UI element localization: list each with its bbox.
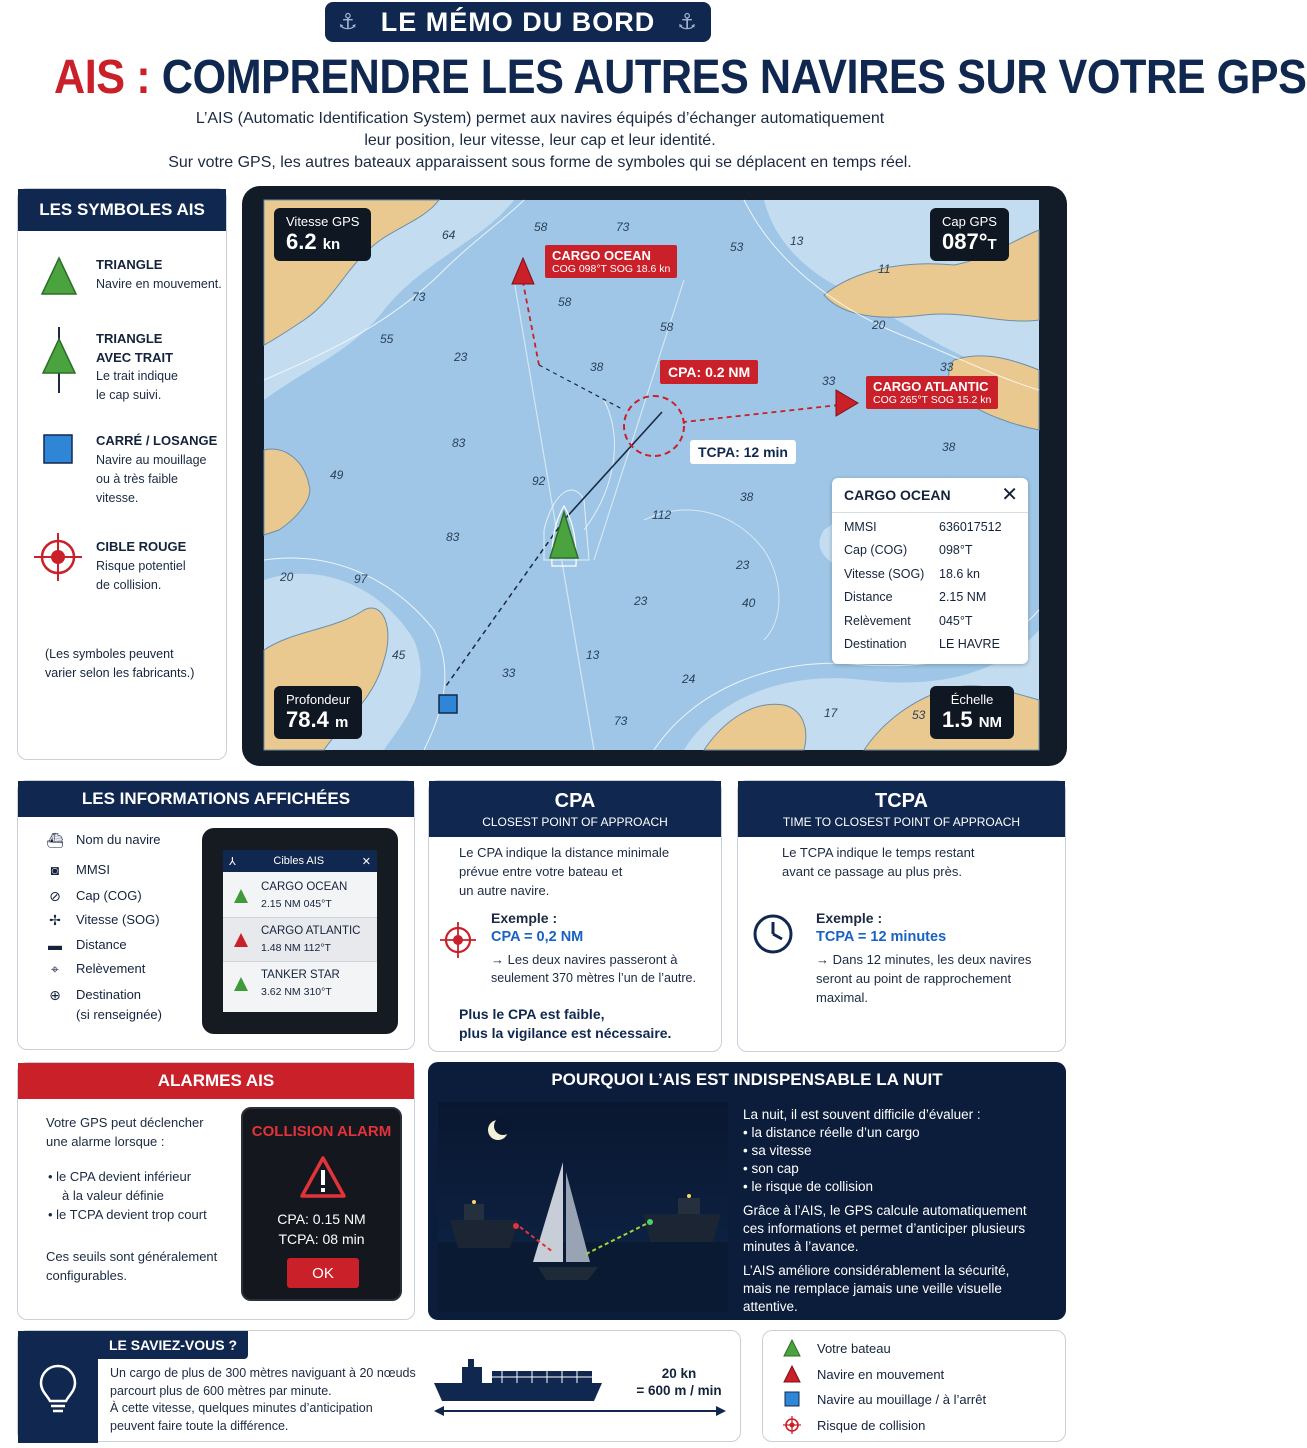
target-stats: COG 098°T SOG 18.6 kn (552, 263, 671, 275)
page-title (54, 50, 1307, 105)
heading-gauge (930, 208, 1009, 261)
infos-title: LES INFORMATIONS AFFICHÉES (18, 781, 414, 817)
id-icon: ◙ (50, 862, 60, 878)
lightbulb-icon (38, 1363, 78, 1415)
gauge-value: 6.2 (286, 229, 317, 254)
gauge-label: Profondeur (286, 692, 351, 707)
cpa-label: CPA: 0.2 NM (660, 360, 758, 384)
symbol-desc: Navire au mouillage (96, 453, 207, 467)
cpa-example: Exemple : CPA = 0,2 NM → Les deux navires passeront à seulement 370 mètres l’un de l’autre. (491, 910, 696, 985)
sat-icon: ⅄ (229, 855, 236, 868)
gauge-unit: T (987, 236, 997, 253)
cpa-footnote: Plus le CPA est faible, plus la vigilance est nécessaire. (459, 1006, 672, 1041)
ruler-icon: ▬ (48, 937, 62, 953)
intro-line: leur position, leur vitesse, leur cap et leur identité. (364, 132, 716, 149)
symbol-desc: le cap suivi. (96, 388, 162, 402)
vessel-info-card (832, 478, 1028, 664)
tcpa-header (738, 781, 1065, 837)
depth-sounding: 73 (614, 714, 628, 728)
note-line: (Les symboles peuvent (45, 647, 174, 661)
did-you-know-panel (17, 1330, 741, 1442)
gauge-unit: NM (978, 714, 1003, 731)
symbol-title: CARRÉ / LOSANGE (96, 433, 218, 448)
depth-sounding: 92 (532, 474, 546, 488)
info-label: MMSI (76, 862, 110, 877)
symbols-note (45, 645, 194, 683)
depth-sounding: 23 (736, 558, 750, 572)
alarm-title: COLLISION ALARM (251, 1123, 392, 1140)
depth-sounding: 13 (586, 648, 600, 662)
depth-sounding: 55 (380, 332, 394, 346)
warning-icon (299, 1155, 347, 1199)
depth-sounding: 83 (446, 530, 460, 544)
target-name: CARGO OCEAN (552, 248, 651, 263)
device-row[interactable] (223, 874, 377, 918)
symbol-desc: ou à très faible (96, 472, 178, 486)
row-values: 1.48 NM 112°T (261, 942, 331, 954)
square-icon (42, 433, 76, 467)
target-icon (439, 921, 477, 959)
legend-item (783, 1416, 925, 1434)
cargo-ocean-marker[interactable] (510, 256, 536, 286)
info-label: Cap (COG) (76, 888, 142, 903)
target-name: CARGO ATLANTIC (873, 379, 989, 394)
cpa-panel (428, 780, 722, 1052)
tcpa-example: Exemple : TCPA = 12 minutes → Dans 12 minutes, les deux navires seront au point de rapprochement maximal. (816, 910, 1032, 1005)
row-values: 3.62 NM 310°T (261, 986, 332, 998)
row-name: CARGO OCEAN (261, 881, 348, 893)
row-name: TANKER STAR (261, 969, 340, 981)
note-line: varier selon les fabricants.) (45, 666, 195, 680)
cargo-atlantic-label[interactable] (866, 376, 998, 409)
depth-sounding: 49 (330, 468, 344, 482)
green-triangle-icon (233, 888, 249, 904)
device-row[interactable] (223, 962, 377, 1006)
collision-alarm-box (241, 1107, 402, 1301)
row-values: 2.15 NM 045°T (261, 898, 332, 910)
speed-icon: ✢ (49, 912, 61, 928)
tcpa-text: Le TCPA indique le temps restant avant ce passage au plus près. (782, 845, 975, 879)
night-text: La nuit, il est souvent difficile d’évaluer : • la distance réelle d’un cargo • sa vitesse • son cap • le risque de collision Grâce à l’AIS, le GPS calcule automatiquement ces informations et permet d’anticiper plusieurs minutes à l’avance. L’AIS améliore considérablement la sécurité, mais ne remplace jamais une veille visuelle attentive. (743, 1107, 1027, 1314)
close-icon[interactable]: ✕ (361, 855, 371, 868)
gauge-label: Cap GPS (942, 214, 997, 229)
info-label: Destination (76, 987, 142, 1002)
close-icon[interactable]: ✕ (1001, 484, 1018, 506)
info-label: Distance (76, 937, 127, 952)
card-row: Destination LE HAVRE (844, 637, 1000, 651)
device-title: Cibles AIS (273, 855, 325, 867)
bearing-icon: ⌖ (51, 961, 59, 977)
gauge-value: 78.4 (286, 707, 329, 732)
device-row[interactable] (223, 918, 377, 962)
ais-vectors (264, 200, 1039, 750)
legend-label: Votre bateau (817, 1340, 891, 1356)
ship-icon: ⛴ (46, 832, 64, 848)
nautical-chart[interactable] (264, 200, 1039, 750)
symbol-desc: Le trait indique (96, 369, 179, 383)
symbol-title: TRIANGLE (96, 257, 163, 272)
night-title: POURQUOI L’AIS EST INDISPENSABLE LA NUIT (551, 1070, 943, 1089)
legend-label: Risque de collision (817, 1417, 926, 1433)
info-sublabel: (si renseignée) (76, 1007, 162, 1022)
depth-sounding: 45 (392, 648, 406, 662)
gauge-unit: m (334, 714, 349, 731)
legend-item (783, 1390, 986, 1408)
clock-icon (752, 913, 794, 955)
green-triangle-icon (233, 976, 249, 992)
title-rest: COMPRENDRE LES AUTRES NAVIRES SUR VOTRE GPS (161, 51, 1307, 104)
depth-sounding: 53 (730, 240, 744, 254)
alarm-values: CPA: 0.15 NM TCPA: 08 min (277, 1211, 366, 1247)
target-stats: COG 265°T SOG 15.2 kn (873, 394, 992, 406)
red-triangle-icon (783, 1365, 801, 1383)
speed-gauge (274, 208, 371, 261)
device-header (223, 850, 377, 872)
tcpa-panel (737, 780, 1066, 1052)
info-item (46, 985, 162, 1025)
cpa-subtitle: CLOSEST POINT OF APPROACH (482, 814, 668, 829)
card-row: MMSI 636017512 (844, 520, 1002, 534)
night-scene (438, 1102, 728, 1312)
card-row: Vitesse (SOG) 18.6 kn (844, 567, 981, 581)
depth-sounding: 11 (878, 262, 891, 276)
depth-sounding: 20 (280, 570, 294, 584)
symbol-title: CIBLE ROUGE (96, 539, 187, 554)
info-item (46, 912, 160, 929)
tcpa-title: TCPA (875, 789, 928, 812)
tcpa-label: TCPA: 12 min (690, 440, 796, 464)
depth-sounding: 40 (742, 596, 756, 610)
card-title: CARGO OCEAN (844, 487, 951, 503)
depth-sounding: 33 (940, 360, 954, 374)
depth-sounding: 33 (822, 374, 836, 388)
cargo-ocean-label[interactable] (545, 245, 677, 278)
info-label: Nom du navire (76, 832, 161, 847)
triangle-heading-icon (40, 327, 78, 395)
depth-sounding: 38 (590, 360, 604, 374)
gauge-label: Vitesse GPS (286, 214, 360, 229)
speed-equivalence: 20 kn = 600 m / min (636, 1366, 722, 1398)
card-divider (832, 512, 1028, 513)
alarm-ok-button[interactable]: OK (287, 1258, 359, 1288)
row-name: CARGO ATLANTIC (261, 925, 361, 937)
card-row: Relèvement 045°T (844, 614, 973, 628)
blue-square-icon (783, 1390, 801, 1408)
depth-sounding: 20 (872, 318, 886, 332)
alarms-title: ALARMES AIS (18, 1063, 414, 1099)
depth-sounding: 24 (682, 672, 696, 686)
info-item (46, 862, 110, 878)
depth-sounding: 17 (824, 706, 838, 720)
depth-sounding: 83 (452, 436, 466, 450)
target-icon (783, 1416, 801, 1434)
anchor-icon: ⚓ (338, 9, 359, 34)
depth-sounding: 38 (740, 490, 754, 504)
alarms-bullets: • le CPA devient inférieur à la valeur définie • le TCPA devient trop court (48, 1169, 207, 1222)
intro-text (120, 108, 960, 174)
legend-label: Navire en mouvement (817, 1366, 945, 1382)
alarms-text: Votre GPS peut déclencher une alarme lorsque : (46, 1115, 204, 1149)
cpa-text: Le CPA indique la distance minimale prévue entre votre bateau et un autre navire. (459, 845, 670, 898)
gauge-label: Échelle (950, 692, 994, 707)
triangle-icon (40, 255, 78, 297)
symbols-title: LES SYMBOLES AIS (18, 189, 226, 231)
symbol-desc: de collision. (96, 578, 162, 592)
cargo-atlantic-marker[interactable] (834, 388, 860, 418)
depth-gauge (274, 686, 362, 739)
depth-sounding: 58 (660, 320, 674, 334)
symbol-desc: Risque potentiel (96, 559, 186, 573)
did-you-know-title: LE SAVIEZ-VOUS ? (98, 1331, 248, 1359)
badge-text: LE MÉMO DU BORD (380, 6, 656, 37)
scale-gauge (930, 686, 1014, 739)
symbols-panel (17, 188, 227, 760)
depth-sounding: 97 (354, 572, 368, 586)
info-label: Relèvement (76, 961, 146, 976)
anchor-icon: ⚓ (677, 9, 698, 34)
symbol-desc: Navire en mouvement. (96, 277, 222, 291)
title-accent: AIS : (54, 51, 151, 104)
own-boat-marker[interactable] (547, 506, 581, 568)
legend-panel (762, 1330, 1066, 1442)
depth-sounding: 58 (534, 220, 548, 234)
depth-sounding: 38 (942, 440, 956, 454)
depth-sounding: 64 (442, 228, 456, 242)
did-you-know-text: Un cargo de plus de 300 mètres naviguant à 20 nœuds parcourt plus de 600 mètres par minute. À cette vitesse, quelques minutes d’anticipation peuvent faire toute la différence. (110, 1366, 416, 1433)
card-row: Cap (COG) 098°T (844, 543, 973, 557)
gauge-unit: kn (322, 236, 341, 253)
cpa-header (429, 781, 721, 837)
tcpa-subtitle: TIME TO CLOSEST POINT OF APPROACH (782, 814, 1021, 829)
card-row: Distance 2.15 NM (844, 590, 987, 604)
symbol-desc: vitesse. (96, 491, 139, 505)
info-item (46, 961, 145, 978)
depth-sounding: 58 (558, 295, 572, 309)
depth-sounding: 53 (912, 708, 926, 722)
night-panel (428, 1062, 1066, 1320)
gauge-value: 1.5 (942, 707, 973, 732)
depth-sounding: 73 (412, 290, 426, 304)
symbol-title: AVEC TRAIT (96, 350, 174, 365)
red-triangle-icon (233, 932, 249, 948)
info-label: Vitesse (SOG) (76, 912, 160, 927)
legend-label: Navire au mouillage / à l’arrêt (817, 1391, 987, 1407)
symbol-title: TRIANGLE (96, 331, 163, 346)
info-item (46, 937, 127, 953)
header-badge (325, 2, 711, 42)
gauge-value: 087° (942, 229, 988, 254)
green-triangle-icon (783, 1339, 801, 1357)
depth-sounding: 23 (634, 594, 648, 608)
legend-item (783, 1365, 944, 1383)
intro-line: Sur votre GPS, les autres bateaux apparaissent sous forme de symboles qui se déplacent en temps réel. (168, 154, 912, 171)
legend-item (783, 1339, 891, 1357)
info-item (46, 888, 142, 905)
depth-sounding: 112 (652, 508, 672, 522)
depth-sounding: 23 (454, 350, 468, 364)
cpa-title: CPA (554, 789, 596, 812)
destination-icon: ⊕ (49, 987, 61, 1003)
target-icon (32, 531, 84, 583)
intro-line: L’AIS (Automatic Identification System) permet aux navires équipés d’échanger automatiquement (195, 110, 885, 127)
alarms-footnote: Ces seuils sont généralement configurables. (46, 1249, 218, 1283)
info-item (46, 832, 161, 849)
anchored-vessel-marker[interactable] (437, 693, 459, 715)
compass-icon: ⊘ (49, 888, 61, 904)
depth-sounding: 33 (502, 666, 516, 680)
depth-sounding: 13 (790, 234, 804, 248)
depth-sounding: 73 (616, 220, 630, 234)
